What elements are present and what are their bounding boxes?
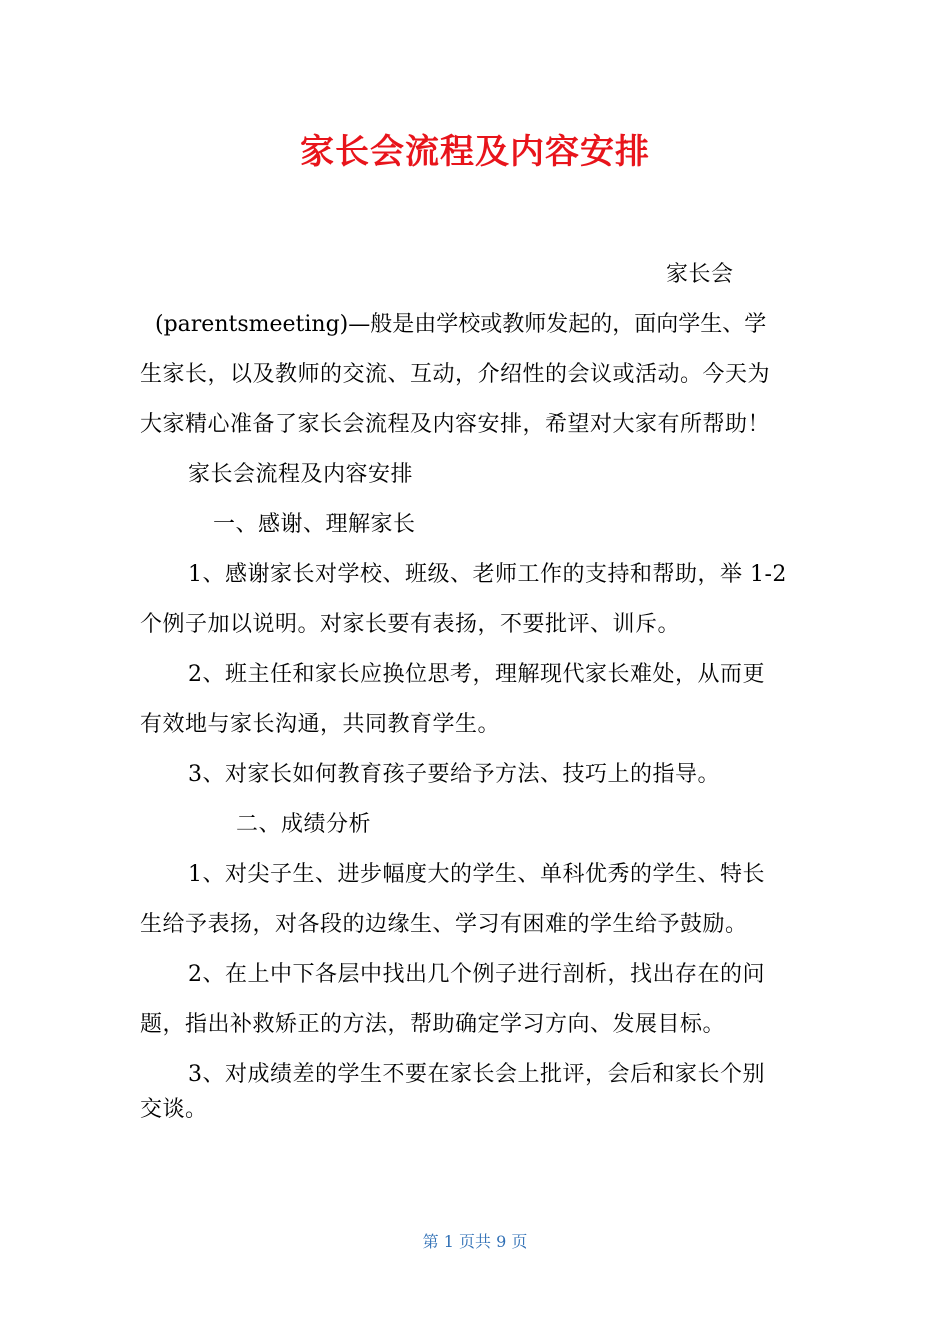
body-line: 个例子加以说明。对家长要有表扬，不要批评、训斥。: [140, 612, 681, 637]
body-line: 生给予表扬，对各段的边缘生、学习有困难的学生给予鼓励。: [140, 912, 748, 937]
body-line: 1、感谢家长对学校、班级、老师工作的支持和帮助，举 1-2: [188, 562, 787, 587]
body-line: 大家精心准备了家长会流程及内容安排，希望对大家有所帮助！: [140, 412, 771, 437]
body-line: 家长会: [666, 262, 734, 287]
body-line: 2、班主任和家长应换位思考，理解现代家长难处，从而更: [188, 662, 765, 687]
body-line: (parentsmeeting)—般是由学校或教师发起的，面向学生、学: [155, 312, 767, 337]
body-line: 题，指出补救矫正的方法，帮助确定学习方向、发展目标。: [140, 1012, 726, 1037]
body-line: 3、对家长如何教育孩子要给予方法、技巧上的指导。: [188, 762, 720, 787]
body-line: 生家长，以及教师的交流、互动，介绍性的会议或活动。今天为: [140, 362, 771, 387]
section-heading: 一、感谢、理解家长: [213, 512, 416, 537]
body-line: 有效地与家长沟通，共同教育学生。: [140, 712, 501, 737]
body-line: 1、对尖子生、进步幅度大的学生、单科优秀的学生、特长: [188, 862, 765, 887]
section-heading: 二、成绩分析: [236, 812, 372, 837]
page-number: 第 1 页共 9 页: [422, 1232, 528, 1251]
body-line: 2、在上中下各层中找出几个例子进行剖析，找出存在的问: [188, 962, 765, 987]
body-line: 交谈。: [140, 1097, 208, 1122]
body-line: 3、对成绩差的学生不要在家长会上批评，会后和家长个别: [188, 1062, 765, 1087]
document-title: 家长会流程及内容安排: [300, 132, 650, 172]
section-heading: 家长会流程及内容安排: [188, 462, 414, 487]
